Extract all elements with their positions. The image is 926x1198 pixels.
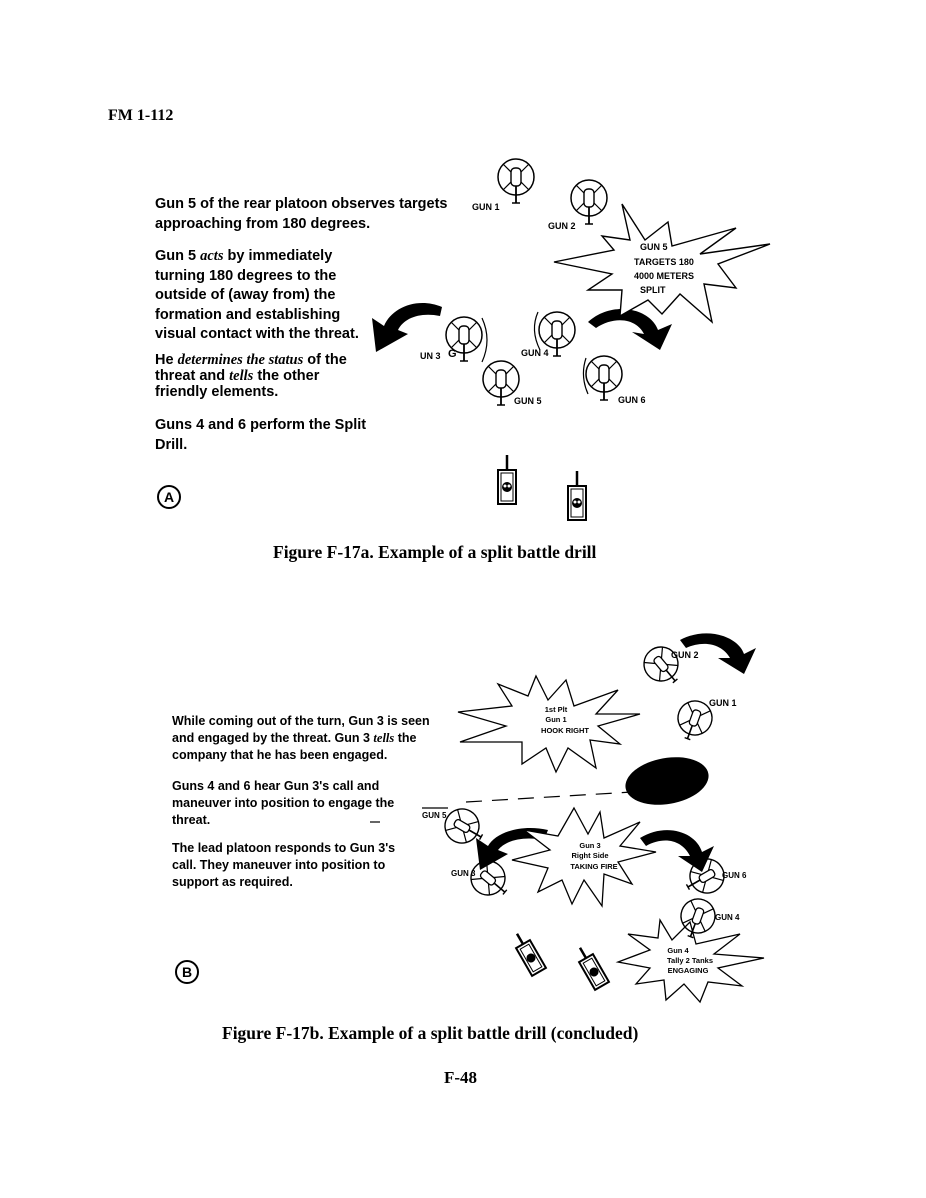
callout-line: Gun 3 [579, 841, 601, 850]
text-line: turning 180 degrees to the [155, 267, 337, 284]
text-run: He [155, 352, 178, 368]
text-line: visual contact with the threat. [155, 326, 359, 342]
label-gun6: GUN 6 [618, 395, 646, 405]
callout-line: HOOK RIGHT [541, 726, 589, 735]
text-line: Guns 4 and 6 hear Gun 3's call and [172, 779, 380, 793]
label-gun1: GUN 1 [709, 698, 737, 708]
text-line: While coming out of the turn, Gun 3 is seen [172, 714, 430, 728]
label-gun6: GUN 6 [722, 871, 747, 880]
callout-line: TARGETS 180 [634, 257, 694, 267]
text-line: outside of (away from) the [155, 287, 336, 303]
figure-a-diagram [0, 0, 926, 560]
text-run: and engaged by the threat. Gun 3 [172, 731, 374, 745]
text-run: the other [253, 368, 320, 384]
label-gun2: GUN 2 [671, 650, 699, 660]
line-of-sight-dashed [466, 792, 632, 802]
emphasis-tells: tells [229, 368, 254, 384]
text-line: call. They maneuver into position to [172, 858, 386, 872]
label-gun3: GUN 3 [451, 869, 476, 878]
figure-a-caption: Figure F-17a. Example of a split battle drill [273, 542, 597, 562]
emphasis-acts: acts [200, 248, 224, 264]
text-run: Gun 5 [155, 248, 201, 264]
text-line: friendly elements. [155, 384, 279, 400]
text-run: by immediately [223, 248, 333, 264]
threat-ellipse [622, 751, 713, 811]
callout-line: GUN 5 [640, 242, 668, 252]
label-gun3-g: G [448, 348, 457, 360]
text-run: the [394, 731, 417, 745]
text-line: Drill. [155, 436, 188, 453]
panel-marker-a: A [157, 485, 181, 509]
document-id: FM 1-112 [108, 107, 174, 124]
text-line: support as required. [172, 875, 293, 889]
gun1-helicopter-icon [498, 159, 534, 203]
text-run: threat and [155, 368, 230, 384]
label-gun3: UN 3 [420, 351, 441, 361]
panel-marker-b: B [175, 960, 199, 984]
gun6-helicopter-icon [586, 356, 622, 400]
text-line: approaching from 180 degrees. [155, 215, 371, 232]
callout-line: Right Side [571, 851, 609, 860]
figure-b-caption: Figure F-17b. Example of a split battle drill (concluded) [222, 1023, 639, 1043]
callout-starburst-1st-plt [458, 676, 640, 772]
label-gun5: GUN 5 [422, 811, 447, 820]
callout-line: Gun 4 [667, 946, 689, 955]
tank-icon [498, 455, 516, 504]
text-line: The lead platoon responds to Gun 3's [172, 841, 396, 855]
text-line: Guns 4 and 6 perform the Split [155, 417, 367, 433]
text-line: maneuver into position to engage the [172, 796, 395, 810]
tank-icon [568, 471, 586, 520]
figure-b-diagram [0, 600, 926, 1020]
callout-line: Tally 2 Tanks [667, 956, 713, 965]
gun2-helicopter-icon [637, 640, 688, 692]
label-gun5: GUN 5 [514, 396, 542, 406]
callout-line: ENGAGING [667, 966, 709, 975]
gun3-helicopter-icon [464, 854, 516, 905]
text-line: company that he has been engaged. [172, 748, 388, 762]
callout-line: 4000 METERS [634, 271, 695, 281]
gun2-helicopter-icon [571, 180, 607, 224]
text-line: threat. [172, 813, 211, 827]
page-number: F-48 [444, 1068, 478, 1087]
callout-line: 1st Plt [544, 705, 568, 714]
callout-line: Gun 1 [545, 715, 567, 724]
text-run: of the [303, 352, 347, 368]
label-gun1: GUN 1 [472, 202, 500, 212]
emphasis-determines: determines the status [177, 352, 304, 368]
emphasis-tells: tells [373, 731, 395, 745]
motion-arc-icon [482, 318, 487, 362]
label-gun4: GUN 4 [521, 348, 549, 358]
curved-arrow-right-icon [588, 309, 672, 350]
label-gun4: GUN 4 [715, 913, 740, 922]
callout-line: TAKING FIRE [570, 862, 618, 871]
label-gun2: GUN 2 [548, 221, 576, 231]
tank-icon [510, 930, 546, 976]
text-line: Gun 5 of the rear platoon observes targets [155, 196, 448, 212]
tank-icon [573, 944, 609, 990]
curved-arrow-left-icon [372, 303, 442, 352]
callout-line: SPLIT [640, 285, 666, 295]
text-line: formation and establishing [155, 306, 341, 323]
